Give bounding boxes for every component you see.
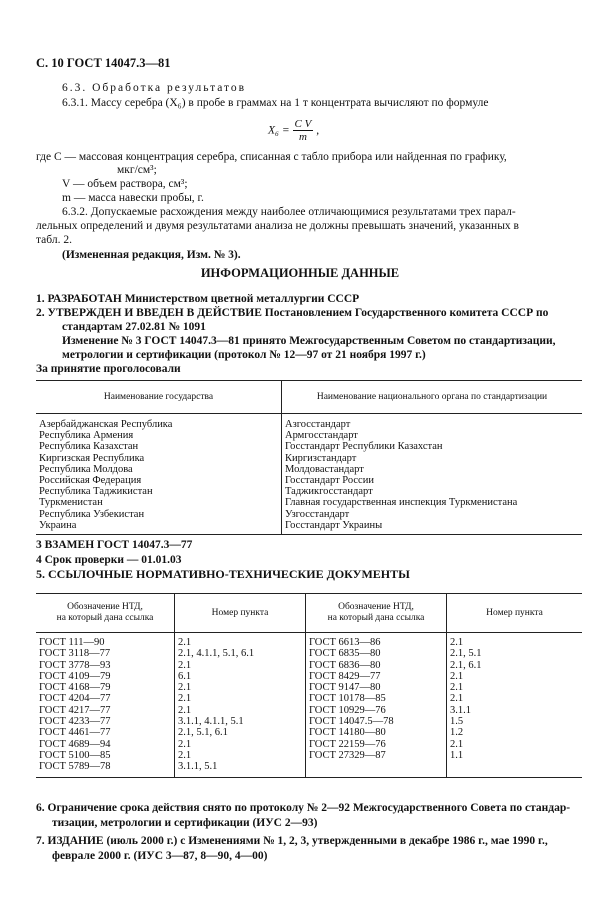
state-name: Российская Федерация <box>39 475 142 487</box>
table-row <box>36 693 582 704</box>
organ-name: Госстандарт Украины <box>282 520 583 535</box>
ref-item: 3.1.1 <box>447 705 583 716</box>
ref-item: 2.1 <box>447 633 583 649</box>
formula-denominator: m <box>298 131 307 143</box>
states-header-state: Наименование государства <box>36 381 282 414</box>
ref-doc: ГОСТ 4168—79 <box>39 682 111 694</box>
table-row <box>36 648 582 659</box>
info-item-7-line1: 7. ИЗДАНИЕ (июль 2000 г.) с Изменениями № 1, 2, 3, утвержденными в декабре 1986 г., мае 1990 г., <box>36 835 548 847</box>
amendment-line1: Изменение № 3 ГОСТ 14047.3—81 принято Межгосударственным Советом по стандартизации, <box>62 335 556 347</box>
table-row <box>36 520 582 535</box>
ref-item: 2.1 <box>447 693 583 704</box>
ref-doc: ГОСТ 6835—80 <box>306 648 447 659</box>
ref-doc: ГОСТ 4217—77 <box>39 704 111 716</box>
table-row <box>36 509 582 520</box>
state-name: Украина <box>36 520 282 535</box>
state-name: Туркменистан <box>39 497 103 509</box>
ref-doc: ГОСТ 6836—80 <box>306 660 447 671</box>
where-c-unit: мкг/см³; <box>117 164 157 176</box>
state-name: Республика Армения <box>39 430 134 442</box>
amendment-line2: метрологии и сертификации (протокол № 12—97 от 21 ноября 1997 г.) <box>62 349 426 361</box>
organ-name: Армгосстандарт <box>282 430 583 441</box>
voted-label: За принятие проголосовали <box>36 363 181 375</box>
ref-item: 2.1, 5.1, 6.1 <box>175 727 306 738</box>
organ-name: Молдовастандарт <box>282 464 583 475</box>
ref-doc <box>306 761 447 777</box>
table-row <box>36 716 582 727</box>
ref-item: 1.5 <box>447 716 583 727</box>
organ-name: Госстандарт России <box>282 475 583 486</box>
edition-note: (Измененная редакция, Изм. № 3). <box>62 249 241 261</box>
table-row <box>36 414 582 431</box>
ref-item: 2.1 <box>175 660 306 671</box>
table-row <box>36 441 582 452</box>
paragraph-6-3-1: 6.3.1. Массу серебра (X₆) в пробе в граммах на 1 т концентрата вычисляют по формуле <box>62 97 489 109</box>
ref-item: 3.1.1, 5.1 <box>175 761 306 777</box>
paragraph-6-3-2-line3: табл. 2. <box>36 234 72 246</box>
ref-item: 2.1 <box>447 682 583 693</box>
state-name: Киргизская Республика <box>39 452 145 464</box>
ref-item: 2.1 <box>175 693 306 704</box>
state-name: Республика Таджикистан <box>39 486 153 498</box>
table-row <box>36 464 582 475</box>
where-v: V — объем раствора, см³; <box>62 178 188 190</box>
organ-name: Главная государственная инспекция Туркменистана <box>282 497 583 508</box>
ref-item: 2.1, 6.1 <box>447 660 583 671</box>
ref-doc: ГОСТ 4689—94 <box>39 738 111 750</box>
ref-doc: ГОСТ 3778—93 <box>39 659 111 671</box>
ref-doc: ГОСТ 5100—85 <box>39 749 111 761</box>
ref-item: 2.1, 4.1.1, 5.1, 6.1 <box>175 648 306 659</box>
info-item-2-line1: 2. УТВЕРЖДЕН И ВВЕДЕН В ДЕЙСТВИЕ Постановлением Государственного комитета СССР по <box>36 307 549 319</box>
ref-item: 2.1 <box>175 633 306 649</box>
ref-doc: ГОСТ 10929—76 <box>306 705 447 716</box>
ref-header-ntd-left <box>36 594 175 633</box>
formula <box>268 118 319 143</box>
organ-name: Узгосстандарт <box>282 509 583 520</box>
paragraph-6-3-2-line2: лельных определений и двумя результатами анализа не должны превышать значений, указанных в <box>36 220 519 232</box>
ref-doc: ГОСТ 3118—77 <box>39 648 111 660</box>
ref-doc: ГОСТ 6613—86 <box>306 633 447 649</box>
ref-header-ntd-line1: Обозначение НТД, <box>338 602 414 612</box>
formula-lhs: X₆ = <box>268 124 290 137</box>
ref-header-item-right: Номер пункта <box>447 594 583 633</box>
organ-name: Киргизстандарт <box>282 453 583 464</box>
states-table <box>36 380 582 535</box>
ref-item: 1.1 <box>447 750 583 761</box>
table-row <box>36 671 582 682</box>
table-row <box>36 453 582 464</box>
ref-header-ntd-line1: Обозначение НТД, <box>67 602 143 612</box>
table-row <box>36 682 582 693</box>
info-item-5: 5. ССЫЛОЧНЫЕ НОРМАТИВНО-ТЕХНИЧЕСКИЕ ДОКУМЕНТЫ <box>36 567 410 581</box>
organ-name: Азгосстандарт <box>282 414 583 431</box>
table-row <box>36 633 582 649</box>
table-row <box>36 660 582 671</box>
where-m: m — масса навески пробы, г. <box>62 192 204 204</box>
ref-item: 2.1 <box>175 682 306 693</box>
organ-name: Госстандарт Республики Казахстан <box>282 441 583 452</box>
table-row <box>36 430 582 441</box>
info-item-7-line2: февpале 2000 г. (ИУС 3—87, 8—90, 4—00) <box>52 850 268 862</box>
ref-item: 6.1 <box>175 671 306 682</box>
ref-header-item-left: Номер пункта <box>175 594 306 633</box>
formula-tail: , <box>316 124 320 137</box>
ref-doc: ГОСТ 4204—77 <box>39 693 111 705</box>
table-row <box>36 750 582 761</box>
ref-doc: ГОСТ 22159—76 <box>306 739 447 750</box>
state-name: Республика Узбекистан <box>39 508 145 520</box>
formula-numerator: C V <box>294 118 312 130</box>
ref-header-ntd-line2: на который дана ссылка <box>56 613 154 623</box>
page-header: С. 10 ГОСТ 14047.3—81 <box>36 56 171 70</box>
ref-item: 3.1.1, 4.1.1, 5.1 <box>175 716 306 727</box>
table-row <box>36 739 582 750</box>
states-header-organ: Наименование национального органа по стандартизации <box>282 381 583 414</box>
table-row <box>36 705 582 716</box>
ref-item: 2.1 <box>175 739 306 750</box>
ref-doc: ГОСТ 5789—78 <box>36 761 175 777</box>
info-heading: ИНФОРМАЦИОННЫЕ ДАННЫЕ <box>200 266 400 280</box>
ref-doc: ГОСТ 4233—77 <box>39 716 111 728</box>
ref-doc: ГОСТ 10178—85 <box>306 693 447 704</box>
info-item-1: 1. РАЗРАБОТАН Министерством цветной металлургии СССР <box>36 293 360 305</box>
table-row <box>36 497 582 508</box>
ref-doc: ГОСТ 14047.5—78 <box>306 716 447 727</box>
ref-doc: ГОСТ 8429—77 <box>306 671 447 682</box>
state-name: Республика Казахстан <box>39 441 139 453</box>
info-item-3: 3 ВЗАМЕН ГОСТ 14047.3—77 <box>36 539 193 551</box>
ref-item: 1.2 <box>447 727 583 738</box>
state-name: Азербайджанская Республика <box>39 419 173 430</box>
references-table-header <box>36 594 582 633</box>
ref-doc: ГОСТ 9147—80 <box>306 682 447 693</box>
table-row <box>36 475 582 486</box>
ref-doc: ГОСТ 14180—80 <box>306 727 447 738</box>
formula-fraction <box>293 118 314 143</box>
table-row <box>36 761 582 777</box>
ref-item: 2.1 <box>447 739 583 750</box>
ref-doc: ГОСТ 27329—87 <box>306 750 447 761</box>
info-item-6-line1: 6. Ограничение срока действия снято по протоколу № 2—92 Межгосударственного Совета по стандар- <box>36 802 571 814</box>
where-c: где C — массовая концентрация серебра, списанная с табло прибора или найденная по графику, <box>36 151 507 163</box>
ref-header-ntd-right <box>306 594 447 633</box>
organ-name: Таджикгосстандарт <box>282 486 583 497</box>
ref-item: 2.1 <box>175 750 306 761</box>
info-item-6-line2: тизации, метрологии и сертификации (ИУС 2—93) <box>52 817 318 829</box>
results-section-title: 6.3. Обработка результатов <box>62 82 247 94</box>
table-row <box>36 727 582 738</box>
info-item-2-line2: стандартам 27.02.81 № 1091 <box>62 321 206 333</box>
ref-item: 2.1 <box>447 671 583 682</box>
ref-doc: ГОСТ 111—90 <box>39 637 105 648</box>
ref-item: 2.1, 5.1 <box>447 648 583 659</box>
ref-item <box>447 761 583 777</box>
ref-doc: ГОСТ 4109—79 <box>39 670 111 682</box>
table-row <box>36 486 582 497</box>
ref-item: 2.1 <box>175 705 306 716</box>
ref-doc: ГОСТ 4461—77 <box>39 727 111 739</box>
info-item-4: 4 Срок проверки — 01.01.03 <box>36 554 182 566</box>
states-table-header <box>36 381 582 414</box>
references-table <box>36 593 582 778</box>
ref-header-ntd-line2: на который дана ссылка <box>327 613 425 623</box>
paragraph-6-3-2-line1: 6.3.2. Допускаемые расхождения между наиболее отличающимися результатами трех парал- <box>62 206 516 218</box>
state-name: Республика Молдова <box>39 463 133 475</box>
